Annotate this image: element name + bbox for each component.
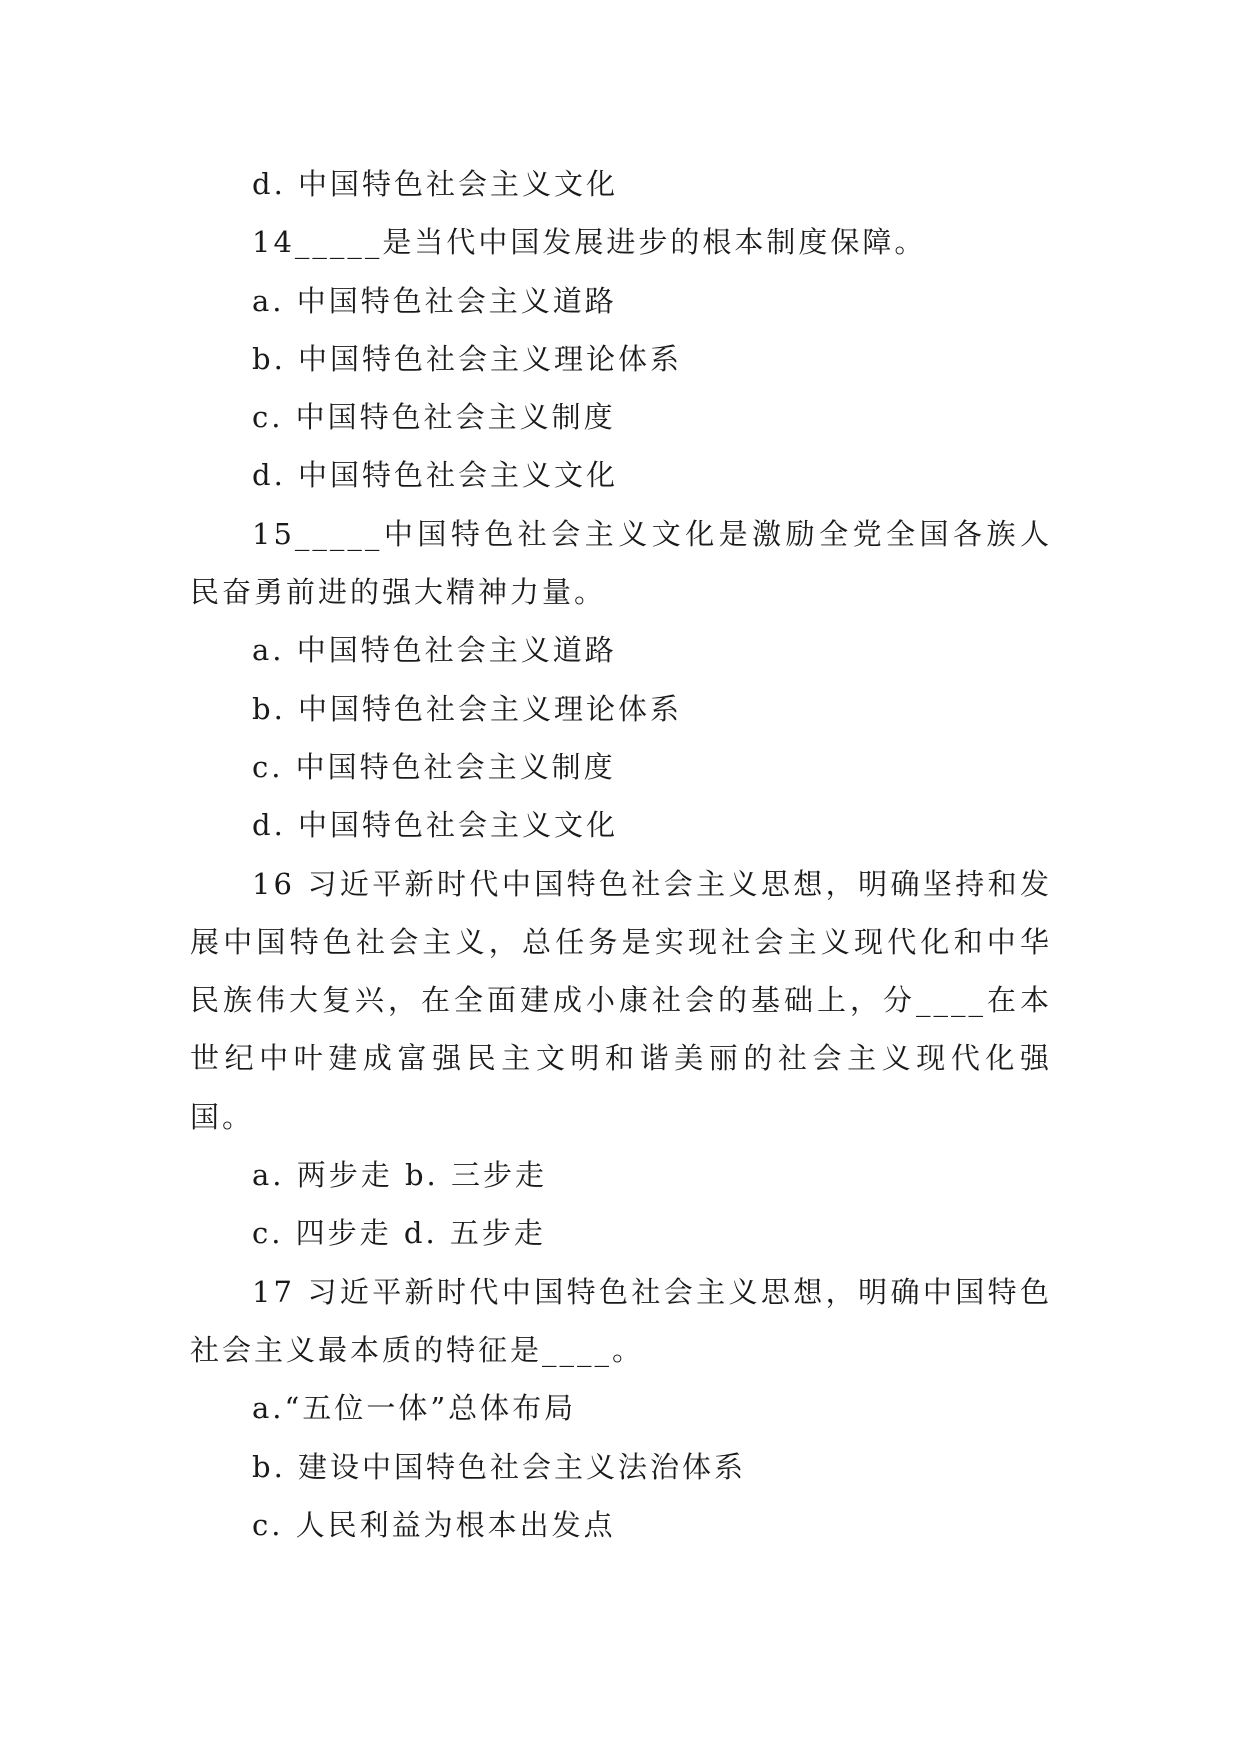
question-15: 15_____中国特色社会主义文化是激励全党全国各族人民奋勇前进的强大精神力量。 <box>190 516 1052 610</box>
option-a: a.“五位一体”总体布局 <box>252 1391 577 1426</box>
options-ab: a. 两步走 b. 三步走 <box>252 1158 547 1193</box>
question-14: 14_____是当代中国发展进步的根本制度保障。 <box>252 225 927 260</box>
option-c: c. 人民利益为根本出发点 <box>252 1507 616 1542</box>
option-c: c. 中国特色社会主义制度 <box>252 749 616 784</box>
option-d: d. 中国特色社会主义文化 <box>252 808 619 843</box>
document-page <box>190 155 1052 1554</box>
question-16: 16 习近平新时代中国特色社会主义思想，明确坚持和发展中国特色社会主义，总任务是实现社会主义现代化和中华民族伟大复兴，在全面建成小康社会的基础上，分____在本世纪中叶建成富强民主文明和谐美丽的社会主义现代化强国。 <box>190 866 1052 1134</box>
option-c: c. 中国特色社会主义制度 <box>252 400 616 435</box>
option-b: b. 中国特色社会主义理论体系 <box>252 691 683 726</box>
option-b: b. 中国特色社会主义理论体系 <box>252 341 683 376</box>
option-d: d. 中国特色社会主义文化 <box>252 458 619 493</box>
option-b: b. 建设中国特色社会主义法治体系 <box>252 1449 747 1484</box>
option-d: d. 中国特色社会主义文化 <box>252 167 619 201</box>
options-cd: c. 四步走 d. 五步走 <box>252 1216 546 1251</box>
option-a: a. 中国特色社会主义道路 <box>252 633 617 668</box>
question-17: 17 习近平新时代中国特色社会主义思想，明确中国特色社会主义最本质的特征是____。 <box>190 1274 1052 1367</box>
option-a: a. 中国特色社会主义道路 <box>252 283 617 318</box>
